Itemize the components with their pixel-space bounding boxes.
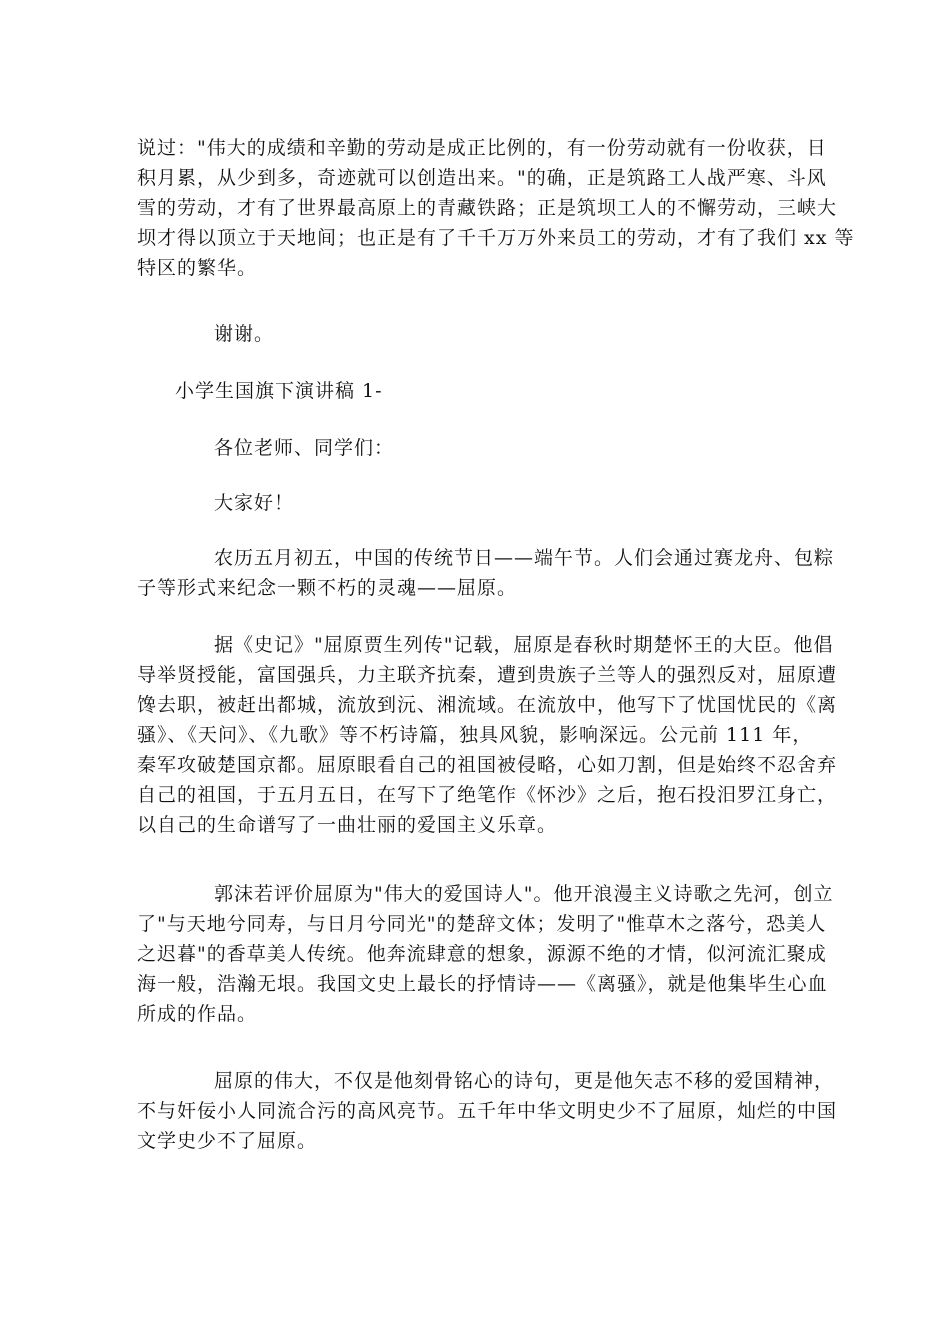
text-line: 了"与天地兮同寿，与日月兮同光"的楚辞文体；发明了"惟草木之落兮，恐美人	[137, 913, 827, 935]
text-line: 不与奸佞小人同流合污的高风亮节。五千年中华文明史少不了屈原，灿烂的中国	[137, 1100, 838, 1122]
text-line: 导举贤授能，富国强兵，力主联齐抗秦，遭到贵族子兰等人的强烈反对，屈原遭	[137, 664, 838, 686]
paragraph-guo-moruo	[137, 879, 833, 1029]
paragraph-salutation	[214, 433, 394, 463]
text-line: 坝才得以顶立于天地间；也正是有了千千万万外来员工的劳动，才有了我们 xx 等	[137, 227, 855, 249]
text-line: 骚》、《天问》、《九歌》等不朽诗篇，独具风貌，影响深远。公元前 111 年，	[137, 724, 813, 746]
text-line: 自己的祖国，于五月五日，在写下了绝笔作《怀沙》之后，抱石投汨罗江身亡，	[137, 784, 838, 806]
paragraph-dragon-boat	[137, 543, 834, 603]
text-line: 海一般，浩瀚无垠。我国文史上最长的抒情诗——《离骚》，就是他集毕生心血	[137, 973, 828, 995]
paragraph-labor-quote	[137, 133, 855, 283]
text-line: 特区的繁华。	[137, 257, 258, 279]
text-line: 文学史少不了屈原。	[137, 1130, 318, 1152]
text-line: 据《史记》"屈原贾生列传"记载，屈原是春秋时期楚怀王的大臣。他倡	[214, 634, 834, 656]
text-line: 所成的作品。	[137, 1003, 258, 1025]
paragraph-thanks	[214, 319, 274, 349]
text-line: 说过："伟大的成绩和辛勤的劳动是成正比例的，有一份劳动就有一份收获，日	[137, 137, 827, 159]
text-line: 谢谢。	[214, 323, 275, 345]
text-line: 之迟暮"的香草美人传统。他奔流肆意的想象，源源不绝的才情，似河流汇聚成	[137, 943, 827, 965]
speech-title	[175, 376, 383, 406]
text-line: 大家好！	[214, 492, 295, 514]
paragraph-greeting	[214, 488, 294, 518]
text-line: 馋去职，被赶出都城，流放到沅、湘流域。在流放中，他写下了忧国忧民的《离	[137, 694, 838, 716]
text-line: 郭沫若评价屈原为"伟大的爱国诗人"。他开浪漫主义诗歌之先河，创立	[214, 883, 834, 905]
text-line: 小学生国旗下演讲稿 1-	[175, 380, 383, 402]
text-line: 以自己的生命谱写了一曲壮丽的爱国主义乐章。	[137, 814, 558, 836]
text-line: 屈原的伟大，不仅是他刻骨铭心的诗句，更是他矢志不移的爱国精神，	[214, 1070, 835, 1092]
text-line: 秦军攻破楚国京都。屈原眼看自己的祖国被侵略，心如刀割，但是始终不忍舍弃	[137, 754, 838, 776]
paragraph-qu-yuan-greatness	[137, 1066, 837, 1156]
text-line: 子等形式来纪念一颗不朽的灵魂——屈原。	[137, 577, 518, 599]
text-line: 积月累，从少到多，奇迹就可以创造出来。"的确，正是筑路工人战严寒、斗风	[137, 167, 827, 189]
paragraph-qu-yuan-history	[137, 630, 837, 840]
text-line: 雪的劳动，才有了世界最高原上的青藏铁路；正是筑坝工人的不懈劳动，三峡大	[137, 197, 838, 219]
text-line: 各位老师、同学们：	[214, 437, 395, 459]
text-line: 农历五月初五，中国的传统节日——端午节。人们会通过赛龙舟、包粽	[214, 547, 835, 569]
